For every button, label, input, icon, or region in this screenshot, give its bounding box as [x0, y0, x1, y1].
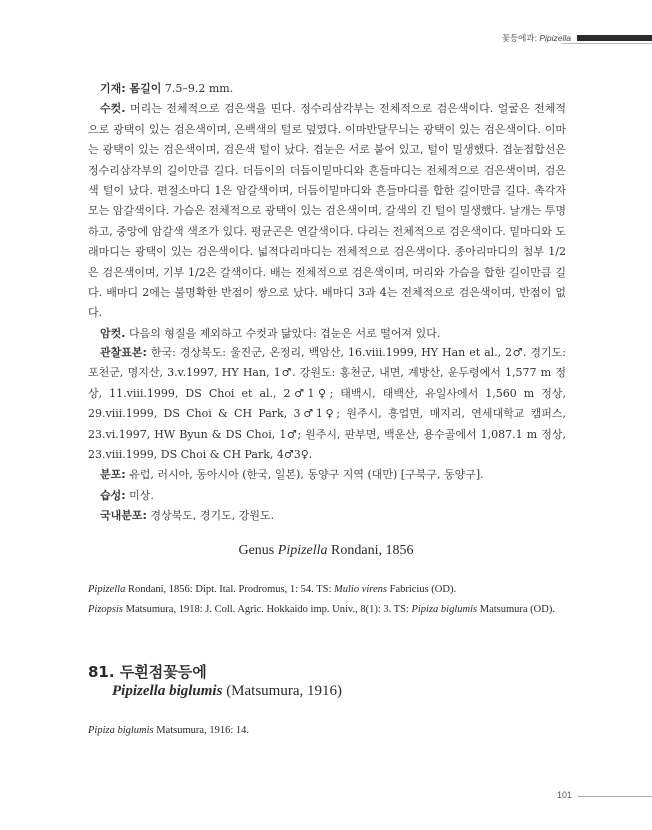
species-synonym-citation: Matsumura, 1916: 14.: [153, 725, 250, 736]
size-label: 기재: 몸길이: [100, 82, 162, 95]
distribution-text: 유럽, 러시아, 동아시아 (한국, 일본), 동양구 지역 (대만) [구북구, 동양구].: [129, 468, 484, 482]
synonym-name: Pizopsis: [88, 604, 124, 615]
species-number: 81.: [88, 663, 115, 681]
genus-synonym-2: [88, 600, 588, 620]
male-paragraph: [88, 99, 566, 323]
domestic-label: 국내분포:: [100, 509, 147, 523]
running-header: [502, 33, 652, 43]
synonym-tail: Matsumura (OD).: [477, 604, 555, 615]
synonym-type-species: Mulio virens: [334, 584, 387, 595]
footer-rule: [578, 796, 652, 797]
species-korean-name: 두흰점꽃등에: [119, 663, 207, 681]
habit-paragraph: [88, 486, 566, 506]
habit-label: 습성:: [100, 488, 126, 502]
male-label: 수컷.: [100, 102, 126, 116]
header-rule: [562, 43, 652, 44]
species-synonym: [88, 721, 588, 741]
female-label: 암컷.: [100, 326, 126, 340]
species-author: (Matsumura, 1916): [226, 683, 342, 699]
female-text: 다음의 형질을 제외하고 수컷과 닮았다: 겹눈은 서로 떨어져 있다.: [128, 326, 441, 340]
distribution-paragraph: [88, 465, 566, 485]
habit-text: 미상.: [129, 488, 154, 502]
domestic-paragraph: [88, 506, 566, 526]
species-heading-scientific: [112, 683, 342, 700]
genus-synonym-1: [88, 580, 588, 600]
header-family: 꽃등에과:: [501, 33, 537, 43]
species-scientific-name: Pipizella biglumis: [112, 683, 223, 699]
genus-name: Pipizella: [277, 543, 328, 558]
domestic-text: 경상북도, 경기도, 강원도.: [150, 509, 275, 523]
specimens-label: 관찰표본:: [100, 346, 147, 359]
specimens-text: 한국: 경상북도: 울진군, 온정리, 백암산, 16.viii.1999, HY Han et al., 2♂. 경기도: 포천군, 명지산, 3.v.1997, HY Han, 1♂. 강원도: 홍천군, 내면, 계방산, 운두령에서 1,577 m 정상, 11.viii.1999, DS Choi et al., 2♂1♀; 태백시, 태백산, 유일사에서 1,560 m 정상, 29.viii.1999, DS Choi & CH Park, 3♂1♀; 원주시, 흥업면, 매지리, 연세대학교 캠퍼스, 23.vi.1997, HW Byun & DS Choi, 1♂; 원주시, 판부면, 백운산, 용수골에서 1,087.1 m 정상, 23.viii.1999, DS Choi & CH Park, 4♂3♀.: [88, 346, 566, 462]
species-synonym-name: Pipiza biglumis: [88, 725, 154, 736]
specimens-paragraph: [88, 343, 566, 465]
description-block: [88, 79, 566, 344]
size-paragraph: [88, 79, 566, 99]
female-paragraph: [88, 324, 566, 344]
genus-heading: [0, 543, 652, 559]
header-genus: Pipizella: [539, 33, 571, 43]
size-value: 7.5–9.2 mm.: [164, 82, 234, 95]
species-heading-korean: [88, 661, 207, 682]
synonym-name: Pipizella: [88, 584, 126, 595]
synonym-citation: Matsumura, 1918: J. Coll. Agric. Hokkaido imp. Univ., 8(1): 3. TS:: [123, 604, 412, 615]
running-header-text: [502, 32, 571, 44]
synonym-tail: Fabricius (OD).: [386, 584, 457, 595]
distribution-label: 분포:: [100, 468, 126, 482]
genus-author: Rondani, 1856: [331, 543, 414, 558]
synonym-citation: Rondani, 1856: Dipt. Ital. Prodromus, 1: 54. TS:: [125, 584, 334, 595]
page-number: 101: [557, 790, 573, 800]
specimens-block: [88, 343, 566, 527]
header-bar: [577, 35, 652, 41]
synonym-type-species: Pipiza biglumis: [411, 604, 478, 615]
male-text: 머리는 전체적으로 검은색을 띤다. 정수리삼각부는 전체적으로 검은색이다. 얼굴은 전체적으로 광택이 있는 검은색이며, 은백색의 털로 덮였다. 이마반달무늬는 광택이 있는 검은색이다. 이마는 광택이 있는 검은색이며, 검은색 털이 났다. 겹눈은 서로 붙어 있고, 털이 밀생했다. 겹눈접합선은 정수리삼각부의 길이만큼 길다. 더듬이의 더듬이밑마디와 흔들마디는 전체적으로 검은색이며, 검은색 털이 났다. 편절소마디 1은 암갈색이며, 더듬이밑마디와 흔들마디를 합한 길이만큼 길다. 촉각자모는 암갈색이다. 가슴은 전체적으로 광택이 있는 검은색이며, 갈색의 긴 털이 밀생했다. 날개는 투명하고, 중앙에 암갈색 색조가 있다. 평균곤은 연갈색이다. 다리는 전체적으로 검은색이다. 밑마디와 도래마디는 광택이 있는 검은색이다. 넓적다리마디는 전체적으로 검은색이다. 종아리마디의 첨부 1/2은 검은색이며, 기부 1/2은 갈색이다. 배는 전체적으로 검은색이며, 머리와 가슴을 합한 길이만큼 길다. 배마디 2에는 불명확한 반점이 쌍으로 났다. 배마디 3과 4는 전체적으로 검은색이며, 반점이 없다.: [88, 102, 567, 320]
genus-prefix: Genus: [238, 543, 275, 558]
